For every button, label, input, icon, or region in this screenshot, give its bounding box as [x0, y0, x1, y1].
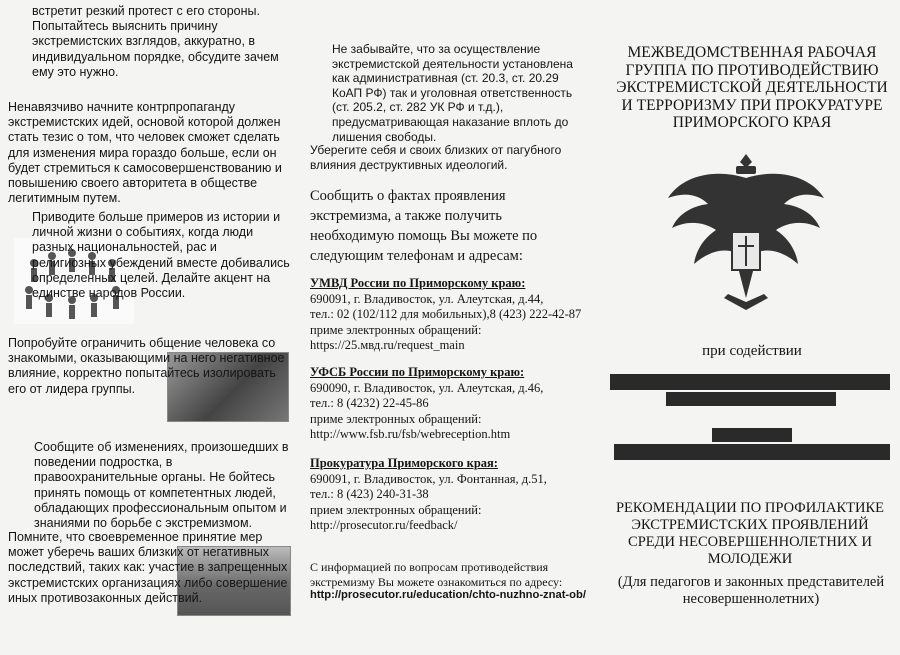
- contact-url[interactable]: https://25.мвд.ru/request_main: [310, 338, 465, 352]
- column-middle: [300, 0, 600, 655]
- contact-phone: тел.: 8 (4232) 22-45-86: [310, 396, 429, 410]
- emblem-icon: [664, 148, 828, 316]
- contact-url[interactable]: http://www.fsb.ru/fsb/webreception.htm: [310, 427, 511, 441]
- paragraph: Уберегите себя и своих близких от пагубного влияния деструктивных идеологий.: [310, 143, 562, 172]
- paragraph: Не забывайте, что за осуществление экстремистской деятельности установлена как административная (ст. 20.3, ст. 20.29 КоАП РФ) так и уголовная ответственность (ст. 205.2, ст. 282 УК РФ и т.д.), предусматривающая наказание вплоть до лишения свободы.: [332, 42, 573, 144]
- paragraph: Сообщите об изменениях, произошедших в поведении подростка, в правоохранительные органы. Не бойтесь принять помощь от компетентных людей, обладающих профессиональным опытом и знаниями по борьбе с экстремизмом.: [34, 440, 289, 531]
- redacted-bar: [712, 428, 792, 442]
- contact-address: 690090, г. Владивосток, ул. Алеутская, д.46,: [310, 380, 544, 395]
- report-instructions: Сообщить о фактах проявления экстремизма, а также получить необходимую помощь Вы можете по следующим телефонам и адресам:: [310, 188, 538, 264]
- contact-address: 690091, г. Владивосток, ул. Алеутская, д.44,: [310, 291, 544, 306]
- column-right: [600, 0, 900, 655]
- redacted-bar: [614, 444, 890, 460]
- column-left: [0, 0, 300, 655]
- document-subtitle: (Для педагогов и законных представителей несовершеннолетних): [617, 574, 885, 607]
- contact-label: приме электронных обращений:: [310, 322, 482, 337]
- paragraph: Ненавязчиво начните контрпропаганду экстремистских идей, основой которой должен стать тезис о том, что человек сможет сделать для изменения мира гораздо больше, если он будет стремиться к самосовершенствованию и повышению своего авторитета в обществе легитимным путем.: [8, 100, 282, 206]
- contact-phone: тел.: 8 (423) 240-31-38: [310, 487, 429, 501]
- contact-org: УМВД России по Приморскому краю:: [310, 276, 526, 290]
- contact-prosecutor: [310, 456, 598, 534]
- redacted-bar: [666, 392, 836, 406]
- document-title: РЕКОМЕНДАЦИИ ПО ПРОФИЛАКТИКЕ ЭКСТРЕМИСТСКИХ ПРОЯВЛЕНИЙ СРЕДИ НЕСОВЕРШЕННОЛЕТНИХ И МОЛОДЕЖИ: [615, 500, 885, 567]
- contact-fsb: [310, 365, 598, 443]
- contact-url[interactable]: http://prosecutor.ru/feedback/: [310, 518, 458, 532]
- contact-phone: тел.: 02 (102/112 для мобильных),8 (423) 222-42-87: [310, 307, 582, 321]
- info-url[interactable]: http://prosecutor.ru/education/chto-nuzhno-znat-ob/: [310, 589, 586, 601]
- assist-label: при содействии: [702, 343, 802, 359]
- paragraph: Приводите больше примеров из истории и личной жизни о событиях, когда люди разных национальностей, рас и религиозных убеждений вместе добивались определенных целей. Делайте акцент на единстве народов России.: [32, 210, 290, 301]
- redacted-bar: [610, 374, 890, 390]
- info-text: С информацией по вопросам противодействия экстремизму Вы можете ознакомиться по адресу:: [310, 560, 563, 589]
- contact-mvd: [310, 276, 598, 354]
- paragraph: Помните, что своевременное принятие мер может уберечь ваших близких от негативных последствий, таких как: участие в запрещенных экстремистских организациях либо совершение иных противозаконных действий.: [8, 530, 288, 605]
- issuer-heading: МЕЖВЕДОМСТВЕННАЯ РАБОЧАЯ ГРУППА ПО ПРОТИВОДЕЙСТВИЮ ЭКСТРЕМИСТСКОЙ ДЕЯТЕЛЬНОСТИ И ТЕРРОРИЗМУ ПРИ ПРОКУРАТУРЕ ПРИМОРСКОГО КРАЯ: [616, 44, 888, 131]
- contact-address: 690091, г. Владивосток, ул. Фонтанная, д.51,: [310, 471, 547, 486]
- contact-label: прием электронных обращений:: [310, 502, 482, 517]
- paragraph: встретит резкий протест с его стороны. Попытайтесь выяснить причину экстремистских взглядов, аккуратно, в индивидуальном порядке, обсудите зачем ему это нужно.: [32, 4, 279, 79]
- contact-org: Прокуратура Приморского края:: [310, 456, 498, 470]
- contact-org: УФСБ России по Приморскому краю:: [310, 365, 525, 379]
- contact-label: приме электронных обращений:: [310, 411, 482, 426]
- paragraph: Попробуйте ограничить общение человека со знакомыми, оказывающими на него негативное влияние, корректно попытайтесь изолировать его от лидера группы.: [8, 336, 285, 396]
